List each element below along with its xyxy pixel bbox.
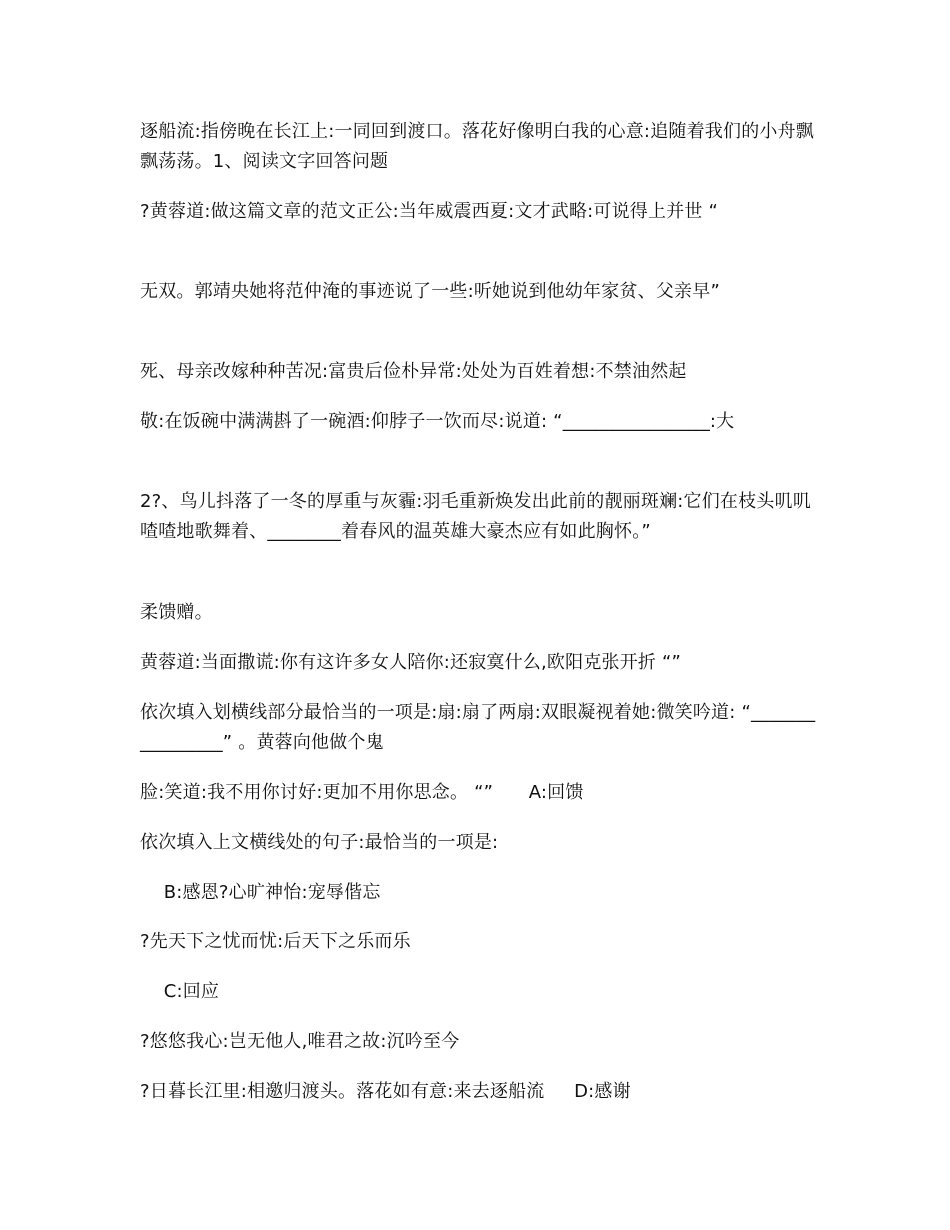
paragraph-11: 依次填入上文横线处的句子:最恰当的一项是:	[140, 832, 499, 853]
paragraph-13: ?先天下之忧而忧:后天下之乐而乐	[140, 931, 411, 952]
paragraph-2: ?黄蓉道:做这篇文章的范文正公:当年威震西夏:文才武略:可说得上并世 “	[140, 201, 719, 222]
paragraph-5: 敬:在饭碗中满满斟了一碗酒:仰脖子一饮而尽:说道: “________________:大	[140, 411, 735, 432]
paragraph-1: 逐船流:指傍晚在长江上:一同回到渡口。落花好像明白我的心意:追随着我们的小舟飘飘荡荡。1、阅读文字回答问题	[140, 121, 814, 172]
paragraph-7: 柔馈赠。	[140, 602, 213, 623]
paragraph-16: ?日暮长江里:相邀归渡头。落花如有意:来去逐船流 D:感谢	[140, 1081, 631, 1102]
paragraph-6: 2?、鸟儿抖落了一冬的厚重与灰霾:羽毛重新焕发出此前的靓丽斑斓:它们在枝头叽叽喳喳地歌舞着、________着春风的温英雄大豪杰应有如此胸怀。”	[140, 491, 811, 542]
paragraph-9: 依次填入划横线部分最恰当的一项是:扇:扇了两扇:双眼凝视着她:微笑吟道: “________________” 。黄蓉向他做个鬼	[140, 702, 816, 753]
paragraph-15: ?悠悠我心:岂无他人,唯君之故:沉吟至今	[140, 1031, 460, 1052]
paragraph-4: 死、母亲改嫁种种苦况:富贵后俭朴异常:处处为百姓着想:不禁油然起	[140, 361, 687, 382]
paragraph-14: C:回应	[140, 981, 220, 1002]
paragraph-8: 黄蓉道:当面撒谎:你有这许多女人陪你:还寂寞什么,欧阳克张开折 “”	[140, 652, 682, 673]
paragraph-12: B:感恩?心旷神怡:宠辱偕忘	[140, 882, 381, 903]
paragraph-10: 脸:笑道:我不用你讨好:更加不用你思念。 “” A:回馈	[140, 782, 584, 803]
paragraph-3: 无双。郭靖央她将范仲淹的事迹说了一些:听她说到他幼年家贫、父亲早”	[140, 281, 720, 302]
